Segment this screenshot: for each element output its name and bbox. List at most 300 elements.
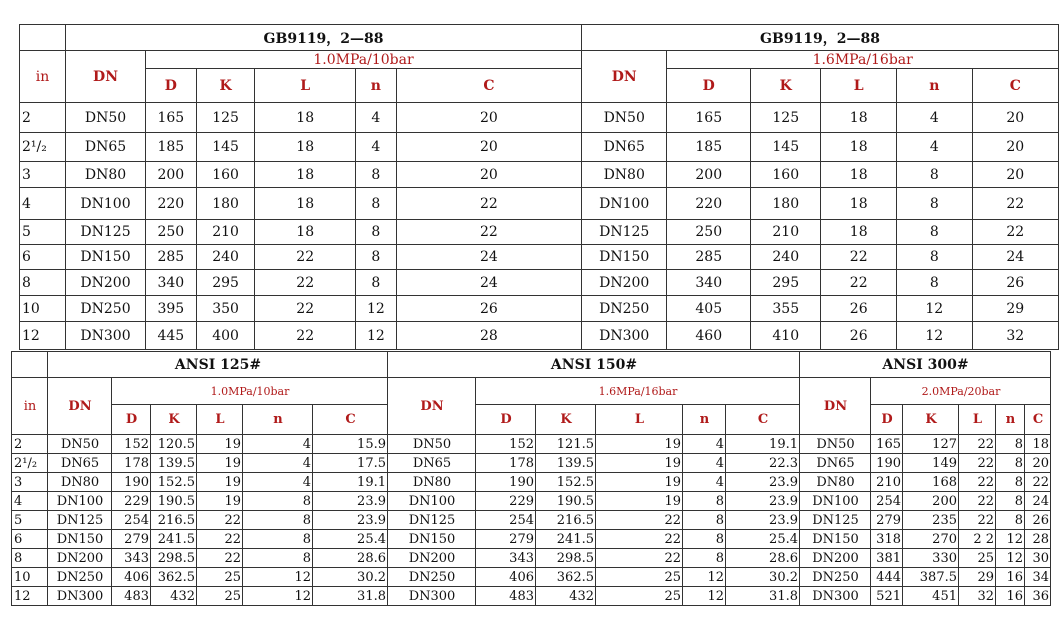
value-cell-d: 250 bbox=[667, 220, 751, 245]
value-cell-l: 18 bbox=[255, 133, 356, 162]
value-cell-c: 15.9 bbox=[313, 435, 388, 454]
dn-cell: DN65 bbox=[388, 454, 476, 473]
value-cell-n: 4 bbox=[897, 103, 973, 133]
value-cell-l: 19 bbox=[596, 435, 683, 454]
value-cell-d: 178 bbox=[476, 454, 536, 473]
value-cell-l: 22 bbox=[821, 245, 897, 270]
gb-table-body bbox=[20, 103, 1059, 350]
dn-cell: DN150 bbox=[388, 530, 476, 549]
value-cell-k: 298.5 bbox=[536, 549, 596, 568]
value-cell-l: 25 bbox=[197, 568, 243, 587]
value-cell-l: 18 bbox=[255, 188, 356, 220]
value-cell-k: 362.5 bbox=[151, 568, 197, 587]
dn-cell: DN250 bbox=[48, 568, 112, 587]
table-row bbox=[12, 473, 1051, 492]
col-header-c: C bbox=[396, 69, 581, 103]
dn-cell: DN300 bbox=[800, 587, 871, 606]
value-cell-n: 4 bbox=[243, 435, 313, 454]
value-cell-l: 29 bbox=[959, 568, 996, 587]
value-cell-n: 16 bbox=[996, 587, 1025, 606]
value-cell-n: 8 bbox=[683, 492, 726, 511]
table-row bbox=[20, 296, 1059, 322]
col-header-c: C bbox=[972, 69, 1058, 103]
dn-cell: DN50 bbox=[388, 435, 476, 454]
value-cell-c: 23.9 bbox=[313, 492, 388, 511]
value-cell-n: 4 bbox=[243, 454, 313, 473]
in-size-cell: 8 bbox=[20, 270, 66, 296]
value-cell-l: 22 bbox=[959, 492, 996, 511]
ansi-150-title: ANSI 150# bbox=[388, 352, 800, 378]
value-cell-n: 8 bbox=[897, 162, 973, 188]
value-cell-c: 20 bbox=[396, 133, 581, 162]
table-row bbox=[12, 587, 1051, 606]
value-cell-d: 220 bbox=[146, 188, 197, 220]
table-row bbox=[12, 435, 1051, 454]
value-cell-c: 26 bbox=[396, 296, 581, 322]
value-cell-n: 8 bbox=[996, 454, 1025, 473]
value-cell-c: 19.1 bbox=[726, 435, 800, 454]
in-size-cell: 10 bbox=[20, 296, 66, 322]
table-row bbox=[20, 322, 1059, 350]
table-row bbox=[20, 220, 1059, 245]
value-cell-c: 20 bbox=[1025, 454, 1051, 473]
value-cell-n: 8 bbox=[243, 549, 313, 568]
dn-cell: DN125 bbox=[48, 511, 112, 530]
value-cell-c: 24 bbox=[396, 270, 581, 296]
value-cell-d: 220 bbox=[667, 188, 751, 220]
col-header-d: D bbox=[871, 405, 903, 435]
dn-cell: DN100 bbox=[582, 188, 667, 220]
value-cell-d: 381 bbox=[871, 549, 903, 568]
value-cell-c: 22 bbox=[972, 220, 1058, 245]
value-cell-d: 279 bbox=[476, 530, 536, 549]
value-cell-l: 19 bbox=[197, 473, 243, 492]
value-cell-n: 8 bbox=[683, 511, 726, 530]
value-cell-d: 406 bbox=[476, 568, 536, 587]
value-cell-k: 330 bbox=[903, 549, 959, 568]
value-cell-d: 190 bbox=[476, 473, 536, 492]
value-cell-d: 343 bbox=[112, 549, 151, 568]
dn-cell: DN100 bbox=[388, 492, 476, 511]
table-row bbox=[12, 511, 1051, 530]
dn-cell: DN65 bbox=[800, 454, 871, 473]
in-header: in bbox=[20, 51, 66, 103]
value-cell-d: 152 bbox=[112, 435, 151, 454]
col-header-l: L bbox=[821, 69, 897, 103]
in-size-cell: 4 bbox=[12, 492, 48, 511]
value-cell-k: 216.5 bbox=[536, 511, 596, 530]
col-header-l: L bbox=[959, 405, 996, 435]
value-cell-n: 8 bbox=[996, 492, 1025, 511]
value-cell-d: 483 bbox=[112, 587, 151, 606]
value-cell-d: 340 bbox=[667, 270, 751, 296]
value-cell-d: 229 bbox=[476, 492, 536, 511]
value-cell-l: 19 bbox=[596, 473, 683, 492]
value-cell-k: 125 bbox=[751, 103, 821, 133]
value-cell-n: 8 bbox=[897, 245, 973, 270]
value-cell-c: 23.9 bbox=[313, 511, 388, 530]
value-cell-k: 432 bbox=[151, 587, 197, 606]
table-row bbox=[20, 103, 1059, 133]
value-cell-n: 8 bbox=[355, 220, 396, 245]
value-cell-n: 8 bbox=[897, 220, 973, 245]
value-cell-n: 12 bbox=[683, 568, 726, 587]
value-cell-k: 400 bbox=[196, 322, 255, 350]
value-cell-c: 26 bbox=[972, 270, 1058, 296]
value-cell-k: 125 bbox=[196, 103, 255, 133]
value-cell-k: 240 bbox=[196, 245, 255, 270]
dn-cell: DN80 bbox=[48, 473, 112, 492]
value-cell-l: 22 bbox=[821, 270, 897, 296]
in-size-cell: 8 bbox=[12, 549, 48, 568]
table-row bbox=[20, 162, 1059, 188]
value-cell-k: 160 bbox=[196, 162, 255, 188]
value-cell-c: 25.4 bbox=[726, 530, 800, 549]
col-header-l: L bbox=[596, 405, 683, 435]
value-cell-n: 8 bbox=[683, 530, 726, 549]
value-cell-l: 25 bbox=[959, 549, 996, 568]
value-cell-l: 22 bbox=[959, 473, 996, 492]
value-cell-n: 12 bbox=[683, 587, 726, 606]
col-header-l: L bbox=[197, 405, 243, 435]
col-header-n: n bbox=[683, 405, 726, 435]
pressure-label-150: 1.6MPa/16bar bbox=[476, 378, 800, 405]
dn-cell: DN50 bbox=[48, 435, 112, 454]
in-size-cell: 12 bbox=[20, 322, 66, 350]
value-cell-n: 12 bbox=[996, 549, 1025, 568]
value-cell-k: 152.5 bbox=[151, 473, 197, 492]
value-cell-c: 29 bbox=[972, 296, 1058, 322]
value-cell-c: 24 bbox=[1025, 492, 1051, 511]
value-cell-k: 139.5 bbox=[151, 454, 197, 473]
value-cell-l: 25 bbox=[596, 587, 683, 606]
value-cell-n: 12 bbox=[897, 296, 973, 322]
pressure-label-300: 2.0MPa/20bar bbox=[871, 378, 1051, 405]
col-header-l: L bbox=[255, 69, 356, 103]
value-cell-d: 190 bbox=[112, 473, 151, 492]
value-cell-n: 8 bbox=[355, 162, 396, 188]
value-cell-d: 200 bbox=[667, 162, 751, 188]
col-header-d: D bbox=[667, 69, 751, 103]
in-size-cell: 3 bbox=[20, 162, 66, 188]
dn-cell: DN200 bbox=[66, 270, 146, 296]
in-size-cell: 4 bbox=[20, 188, 66, 220]
gb-title-left: GB9119，2—88 bbox=[66, 25, 582, 51]
in-size-cell: 12 bbox=[12, 587, 48, 606]
col-header-d: D bbox=[146, 69, 197, 103]
value-cell-l: 26 bbox=[821, 322, 897, 350]
col-header-k: K bbox=[196, 69, 255, 103]
value-cell-d: 445 bbox=[146, 322, 197, 350]
in-size-cell: 6 bbox=[20, 245, 66, 270]
value-cell-c: 18 bbox=[1025, 435, 1051, 454]
in-size-cell: 5 bbox=[20, 220, 66, 245]
table-row bbox=[12, 492, 1051, 511]
value-cell-d: 279 bbox=[871, 511, 903, 530]
value-cell-c: 22 bbox=[972, 188, 1058, 220]
value-cell-l: 22 bbox=[596, 549, 683, 568]
dn-cell: DN200 bbox=[582, 270, 667, 296]
dn-header: DN bbox=[582, 51, 667, 103]
value-cell-l: 19 bbox=[596, 492, 683, 511]
dn-cell: DN100 bbox=[66, 188, 146, 220]
value-cell-k: 295 bbox=[751, 270, 821, 296]
in-size-cell: 6 bbox=[12, 530, 48, 549]
value-cell-c: 17.5 bbox=[313, 454, 388, 473]
ansi-125-title: ANSI 125# bbox=[48, 352, 388, 378]
value-cell-c: 28.6 bbox=[726, 549, 800, 568]
value-cell-l: 22 bbox=[197, 549, 243, 568]
value-cell-c: 28 bbox=[396, 322, 581, 350]
value-cell-k: 432 bbox=[536, 587, 596, 606]
value-cell-l: 22 bbox=[255, 270, 356, 296]
col-header-d: D bbox=[112, 405, 151, 435]
value-cell-d: 178 bbox=[112, 454, 151, 473]
value-cell-k: 355 bbox=[751, 296, 821, 322]
in-size-cell: 10 bbox=[12, 568, 48, 587]
value-cell-c: 22 bbox=[396, 220, 581, 245]
value-cell-c: 20 bbox=[972, 103, 1058, 133]
value-cell-k: 139.5 bbox=[536, 454, 596, 473]
value-cell-n: 4 bbox=[355, 103, 396, 133]
col-header-c: C bbox=[313, 405, 388, 435]
dn-cell: DN150 bbox=[66, 245, 146, 270]
in-size-cell: 2 bbox=[20, 103, 66, 133]
value-cell-d: 395 bbox=[146, 296, 197, 322]
value-cell-l: 19 bbox=[197, 492, 243, 511]
value-cell-d: 444 bbox=[871, 568, 903, 587]
value-cell-c: 20 bbox=[396, 162, 581, 188]
dn-cell: DN200 bbox=[48, 549, 112, 568]
table-row bbox=[20, 188, 1059, 220]
value-cell-l: 18 bbox=[255, 162, 356, 188]
value-cell-n: 8 bbox=[243, 530, 313, 549]
value-cell-l: 18 bbox=[255, 103, 356, 133]
value-cell-c: 30.2 bbox=[313, 568, 388, 587]
value-cell-c: 36 bbox=[1025, 587, 1051, 606]
value-cell-k: 362.5 bbox=[536, 568, 596, 587]
value-cell-l: 22 bbox=[959, 511, 996, 530]
value-cell-d: 483 bbox=[476, 587, 536, 606]
dn-cell: DN80 bbox=[800, 473, 871, 492]
value-cell-k: 240 bbox=[751, 245, 821, 270]
value-cell-l: 26 bbox=[821, 296, 897, 322]
in-header: in bbox=[12, 378, 48, 435]
value-cell-d: 250 bbox=[146, 220, 197, 245]
value-cell-c: 25.4 bbox=[313, 530, 388, 549]
value-cell-c: 20 bbox=[972, 162, 1058, 188]
value-cell-c: 23.9 bbox=[726, 473, 800, 492]
value-cell-d: 406 bbox=[112, 568, 151, 587]
table-row bbox=[20, 133, 1059, 162]
value-cell-l: 25 bbox=[596, 568, 683, 587]
col-header-n: n bbox=[897, 69, 973, 103]
value-cell-c: 24 bbox=[972, 245, 1058, 270]
value-cell-n: 4 bbox=[683, 435, 726, 454]
value-cell-d: 285 bbox=[146, 245, 197, 270]
value-cell-d: 405 bbox=[667, 296, 751, 322]
dn-cell: DN300 bbox=[48, 587, 112, 606]
dn-header: DN bbox=[48, 378, 112, 435]
value-cell-k: 160 bbox=[751, 162, 821, 188]
value-cell-n: 12 bbox=[243, 587, 313, 606]
dn-cell: DN65 bbox=[582, 133, 667, 162]
ansi-table-body bbox=[12, 435, 1051, 606]
value-cell-l: 19 bbox=[197, 454, 243, 473]
value-cell-d: 200 bbox=[146, 162, 197, 188]
col-header-n: n bbox=[996, 405, 1025, 435]
value-cell-d: 152 bbox=[476, 435, 536, 454]
value-cell-d: 165 bbox=[667, 103, 751, 133]
value-cell-n: 8 bbox=[683, 549, 726, 568]
value-cell-l: 22 bbox=[255, 245, 356, 270]
value-cell-n: 4 bbox=[683, 454, 726, 473]
in-size-cell: 3 bbox=[12, 473, 48, 492]
col-header-c: C bbox=[726, 405, 800, 435]
ansi-flange-table bbox=[11, 351, 1051, 606]
value-cell-k: 451 bbox=[903, 587, 959, 606]
value-cell-d: 318 bbox=[871, 530, 903, 549]
in-size-cell: 2¹/₂ bbox=[20, 133, 66, 162]
pressure-label-right: 1.6MPa/16bar bbox=[667, 51, 1059, 69]
value-cell-d: 254 bbox=[871, 492, 903, 511]
in-size-cell: 2¹/₂ bbox=[12, 454, 48, 473]
value-cell-l: 19 bbox=[197, 435, 243, 454]
pressure-label-left: 1.0MPa/10bar bbox=[146, 51, 582, 69]
value-cell-k: 298.5 bbox=[151, 549, 197, 568]
table-row bbox=[20, 270, 1059, 296]
value-cell-k: 200 bbox=[903, 492, 959, 511]
value-cell-k: 210 bbox=[751, 220, 821, 245]
value-cell-l: 22 bbox=[596, 511, 683, 530]
value-cell-k: 120.5 bbox=[151, 435, 197, 454]
table-row bbox=[12, 530, 1051, 549]
value-cell-k: 180 bbox=[751, 188, 821, 220]
value-cell-k: 168 bbox=[903, 473, 959, 492]
col-header-n: n bbox=[355, 69, 396, 103]
dn-cell: DN125 bbox=[800, 511, 871, 530]
value-cell-n: 8 bbox=[897, 270, 973, 296]
dn-cell: DN250 bbox=[800, 568, 871, 587]
value-cell-l: 22 bbox=[596, 530, 683, 549]
value-cell-k: 350 bbox=[196, 296, 255, 322]
col-header-k: K bbox=[751, 69, 821, 103]
value-cell-k: 410 bbox=[751, 322, 821, 350]
value-cell-d: 343 bbox=[476, 549, 536, 568]
col-header-c: C bbox=[1025, 405, 1051, 435]
value-cell-n: 12 bbox=[243, 568, 313, 587]
value-cell-c: 23.9 bbox=[726, 511, 800, 530]
value-cell-n: 8 bbox=[355, 245, 396, 270]
value-cell-n: 4 bbox=[355, 133, 396, 162]
value-cell-n: 8 bbox=[243, 492, 313, 511]
corner-cell bbox=[12, 352, 48, 378]
gb-title-right: GB9119，2—88 bbox=[582, 25, 1059, 51]
value-cell-k: 295 bbox=[196, 270, 255, 296]
value-cell-l: 22 bbox=[197, 511, 243, 530]
value-cell-d: 521 bbox=[871, 587, 903, 606]
dn-cell: DN300 bbox=[388, 587, 476, 606]
value-cell-d: 460 bbox=[667, 322, 751, 350]
col-header-k: K bbox=[903, 405, 959, 435]
value-cell-n: 8 bbox=[897, 188, 973, 220]
value-cell-k: 127 bbox=[903, 435, 959, 454]
value-cell-k: 241.5 bbox=[151, 530, 197, 549]
value-cell-l: 18 bbox=[255, 220, 356, 245]
value-cell-c: 20 bbox=[972, 133, 1058, 162]
value-cell-c: 22.3 bbox=[726, 454, 800, 473]
value-cell-k: 210 bbox=[196, 220, 255, 245]
dn-header: DN bbox=[388, 378, 476, 435]
value-cell-c: 31.8 bbox=[313, 587, 388, 606]
dn-cell: DN100 bbox=[48, 492, 112, 511]
gb9119-flange-table bbox=[19, 24, 1059, 350]
value-cell-d: 210 bbox=[871, 473, 903, 492]
dn-cell: DN250 bbox=[66, 296, 146, 322]
value-cell-n: 8 bbox=[355, 270, 396, 296]
value-cell-n: 8 bbox=[996, 435, 1025, 454]
value-cell-k: 190.5 bbox=[536, 492, 596, 511]
value-cell-k: 180 bbox=[196, 188, 255, 220]
value-cell-c: 28 bbox=[1025, 530, 1051, 549]
dn-cell: DN125 bbox=[66, 220, 146, 245]
dn-cell: DN50 bbox=[66, 103, 146, 133]
value-cell-d: 340 bbox=[146, 270, 197, 296]
dn-cell: DN150 bbox=[800, 530, 871, 549]
value-cell-k: 149 bbox=[903, 454, 959, 473]
dn-cell: DN200 bbox=[800, 549, 871, 568]
value-cell-l: 18 bbox=[821, 220, 897, 245]
value-cell-l: 22 bbox=[959, 435, 996, 454]
value-cell-c: 32 bbox=[972, 322, 1058, 350]
value-cell-k: 145 bbox=[751, 133, 821, 162]
dn-cell: DN65 bbox=[48, 454, 112, 473]
pressure-label-125: 1.0MPa/10bar bbox=[112, 378, 388, 405]
table-row bbox=[12, 568, 1051, 587]
value-cell-l: 22 bbox=[255, 322, 356, 350]
value-cell-c: 19.1 bbox=[313, 473, 388, 492]
value-cell-c: 28.6 bbox=[313, 549, 388, 568]
dn-cell: DN200 bbox=[388, 549, 476, 568]
value-cell-k: 121.5 bbox=[536, 435, 596, 454]
value-cell-d: 285 bbox=[667, 245, 751, 270]
dn-header: DN bbox=[800, 378, 871, 435]
value-cell-c: 24 bbox=[396, 245, 581, 270]
value-cell-c: 22 bbox=[396, 188, 581, 220]
value-cell-c: 31.8 bbox=[726, 587, 800, 606]
dn-cell: DN250 bbox=[388, 568, 476, 587]
value-cell-c: 34 bbox=[1025, 568, 1051, 587]
value-cell-l: 18 bbox=[821, 103, 897, 133]
dn-cell: DN100 bbox=[800, 492, 871, 511]
value-cell-n: 8 bbox=[243, 511, 313, 530]
value-cell-k: 152.5 bbox=[536, 473, 596, 492]
value-cell-l: 18 bbox=[821, 188, 897, 220]
dn-cell: DN150 bbox=[582, 245, 667, 270]
dn-cell: DN80 bbox=[66, 162, 146, 188]
dn-cell: DN300 bbox=[66, 322, 146, 350]
value-cell-d: 185 bbox=[667, 133, 751, 162]
value-cell-n: 4 bbox=[243, 473, 313, 492]
value-cell-n: 8 bbox=[996, 473, 1025, 492]
value-cell-n: 12 bbox=[996, 530, 1025, 549]
dn-cell: DN125 bbox=[388, 511, 476, 530]
col-header-d: D bbox=[476, 405, 536, 435]
ansi-300-title: ANSI 300# bbox=[800, 352, 1051, 378]
value-cell-n: 16 bbox=[996, 568, 1025, 587]
table-row bbox=[20, 245, 1059, 270]
value-cell-n: 12 bbox=[897, 322, 973, 350]
